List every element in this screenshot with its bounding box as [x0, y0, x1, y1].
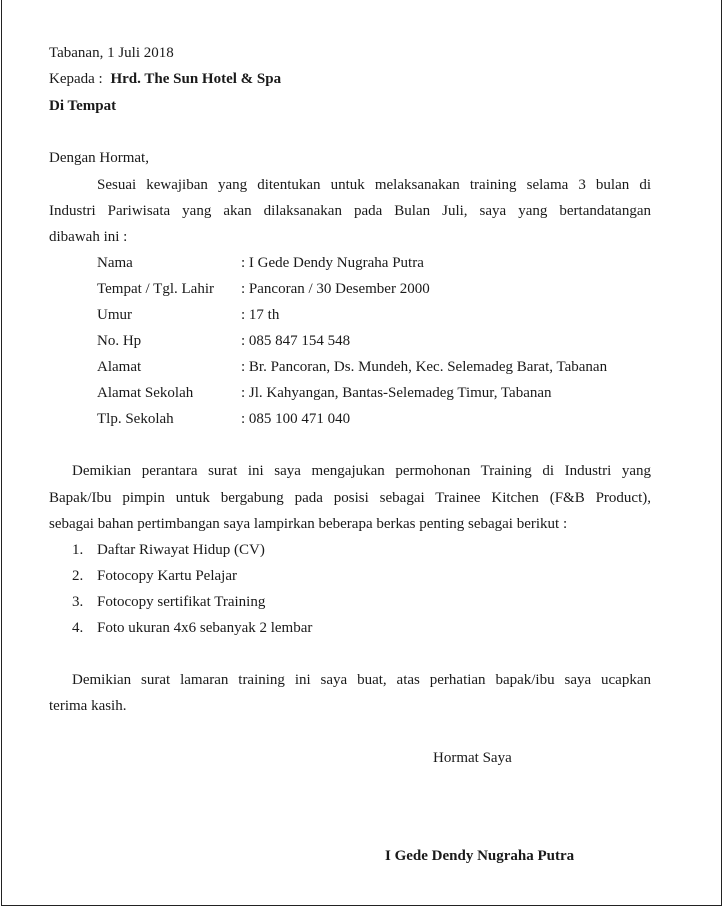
detail-label-ttl: Tempat / Tgl. Lahir — [97, 281, 214, 297]
detail-value-tlp-sekolah: : 085 100 471 040 — [241, 411, 351, 427]
detail-label-nama: Nama — [97, 255, 133, 271]
letter-page — [1, 0, 722, 906]
detail-label-tlp-sekolah: Tlp. Sekolah — [97, 411, 174, 427]
detail-label-umur: Umur — [97, 307, 132, 323]
intro-line-3: dibawah ini : — [49, 229, 128, 245]
attachment-item: Daftar Riwayat Hidup (CV) — [97, 542, 265, 558]
detail-label-hp: No. Hp — [97, 333, 142, 349]
closing-line-1: Demikian surat lamaran training ini saya buat, atas perhatian bapak/ibu saya ucapkan — [72, 672, 651, 688]
recipient-location: Di Tempat — [49, 98, 117, 114]
attachment-item: Foto ukuran 4x6 sebanyak 2 lembar — [97, 620, 313, 636]
recipient-label: Kepada : — [49, 71, 103, 87]
detail-label-alamat: Alamat — [97, 359, 142, 375]
body-line-2: Bapak/Ibu pimpin untuk bergabung pada posisi sebagai Trainee Kitchen (F&B Product), — [49, 490, 651, 506]
signature-name: I Gede Dendy Nugraha Putra — [385, 848, 575, 864]
intro-line-2: Industri Pariwisata yang akan dilaksanakan pada Bulan Juli, saya yang bertandatangan — [49, 203, 651, 219]
place-date: Tabanan, 1 Juli 2018 — [49, 45, 174, 61]
attachment-item: Fotocopy Kartu Pelajar — [97, 568, 237, 584]
detail-label-alamat-sekolah: Alamat Sekolah — [97, 385, 194, 401]
detail-value-umur: : 17 th — [241, 307, 280, 323]
detail-value-alamat-sekolah: : Jl. Kahyangan, Bantas-Selemadeg Timur, Tabanan — [241, 385, 552, 401]
detail-value-alamat: : Br. Pancoran, Ds. Mundeh, Kec. Selemadeg Barat, Tabanan — [241, 359, 608, 375]
closing-line-2: terima kasih. — [49, 698, 127, 714]
body-line-3: sebagai bahan pertimbangan saya lampirkan beberapa berkas penting sebagai berikut : — [49, 516, 568, 532]
attachment-number: 3. — [72, 594, 84, 610]
recipient-line — [49, 70, 281, 88]
intro-line-1: Sesuai kewajiban yang ditentukan untuk melaksanakan training selama 3 bulan di — [97, 177, 651, 193]
attachment-item: Fotocopy sertifikat Training — [97, 594, 266, 610]
attachment-number: 1. — [72, 542, 84, 558]
detail-value-hp: : 085 847 154 548 — [241, 333, 351, 349]
attachment-number: 2. — [72, 568, 84, 584]
greeting: Dengan Hormat, — [49, 150, 149, 166]
detail-value-ttl: : Pancoran / 30 Desember 2000 — [241, 281, 430, 297]
detail-value-nama: : I Gede Dendy Nugraha Putra — [241, 255, 424, 271]
recipient-name: Hrd. The Sun Hotel & Spa — [110, 71, 282, 87]
body-line-1: Demikian perantara surat ini saya mengajukan permohonan Training di Industri yang — [72, 463, 651, 479]
attachment-number: 4. — [72, 620, 84, 636]
signature-salutation: Hormat Saya — [433, 750, 512, 766]
